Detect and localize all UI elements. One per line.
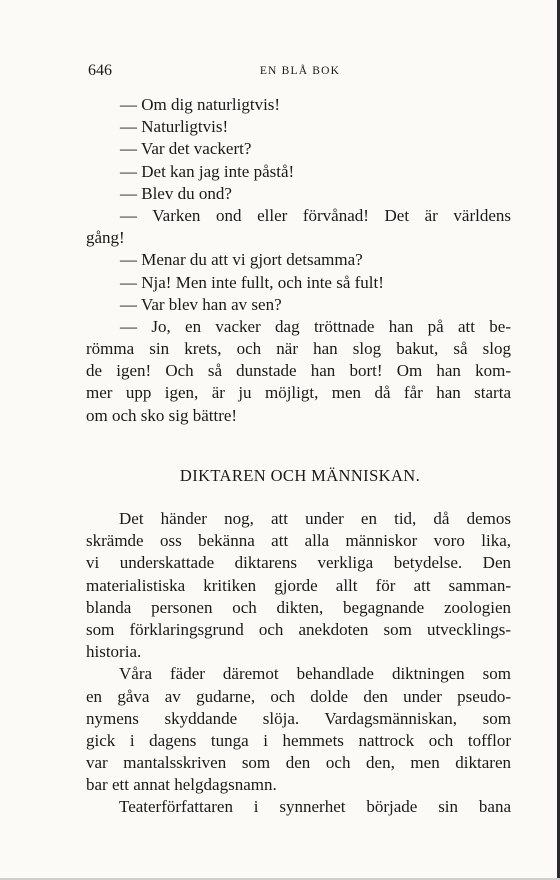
dialogue-line: — Naturligtvis! — [120, 117, 229, 137]
dialogue-line: mer upp igen, är ju möjligt, men då får han starta — [86, 383, 511, 403]
dialogue-line: gång! — [86, 228, 125, 248]
body-line: en gåva av gudarne, och dolde den under pseudo- — [86, 686, 511, 706]
page-header — [0, 62, 560, 86]
dialogue-line: — Det kan jag inte påstå! — [120, 161, 295, 181]
dialogue-line: — Var blev han av sen? — [120, 294, 282, 314]
dialogue-line: de igen! Och så dunstade han bort! Om han kom- — [86, 361, 511, 381]
body-line: blanda personen och dikten, begagnande zoologien — [86, 597, 511, 617]
body-line: nymens skyddande slöja. Vardagsmänniskan, som — [86, 708, 511, 728]
body-line: skrämde oss bekänna att alla människor voro lika, — [86, 531, 511, 551]
dialogue-line: — Blev du ond? — [120, 183, 232, 203]
dialogue-line: — Jo, en vacker dag tröttnade han på att be- — [120, 316, 511, 336]
body-line: gick i dagens tunga i hemmets nattrock och tofflor — [86, 730, 511, 750]
body-line: historia. — [86, 642, 142, 662]
dialogue-line: römma sin krets, och när han slog bakut, så slog — [86, 339, 511, 359]
body-line: Våra fäder däremot behandlade diktningen som — [119, 664, 511, 684]
body-line: vi underskattade diktarens verkliga betydelse. Den — [86, 553, 511, 573]
dialogue-line: — Var det vackert? — [120, 139, 252, 159]
body-line: var mantalsskriven som den och den, men diktaren — [86, 753, 511, 773]
body-line: Det händer nog, att under en tid, då demos — [119, 509, 511, 528]
dialogue-block — [86, 94, 511, 427]
dialogue-line: — Om dig naturligtvis! — [120, 95, 281, 114]
body-line: bar ett annat helgdagsnamn. — [86, 775, 277, 795]
body-line: materialistiska kritiken gjorde allt för att samman- — [86, 575, 511, 595]
dialogue-line: — Menar du att vi gjort detsamma? — [120, 250, 363, 270]
page-number: 646 — [88, 62, 112, 79]
running-title: EN BLÅ BOK — [259, 65, 341, 77]
dialogue-line: — Varken ond eller förvånad! Det är världens — [120, 205, 511, 225]
section-heading: DIKTAREN OCH MÄNNISKAN. — [179, 466, 421, 485]
body-line: som förklaringsgrund och anekdoten som utvecklings- — [86, 619, 511, 639]
body-text — [86, 508, 511, 819]
dialogue-line: om och sko sig bättre! — [86, 405, 238, 425]
body-line: Teaterförfattaren i synnerhet började sin bana — [119, 797, 511, 817]
dialogue-line: — Nja! Men inte fullt, och inte så fult! — [120, 272, 384, 292]
